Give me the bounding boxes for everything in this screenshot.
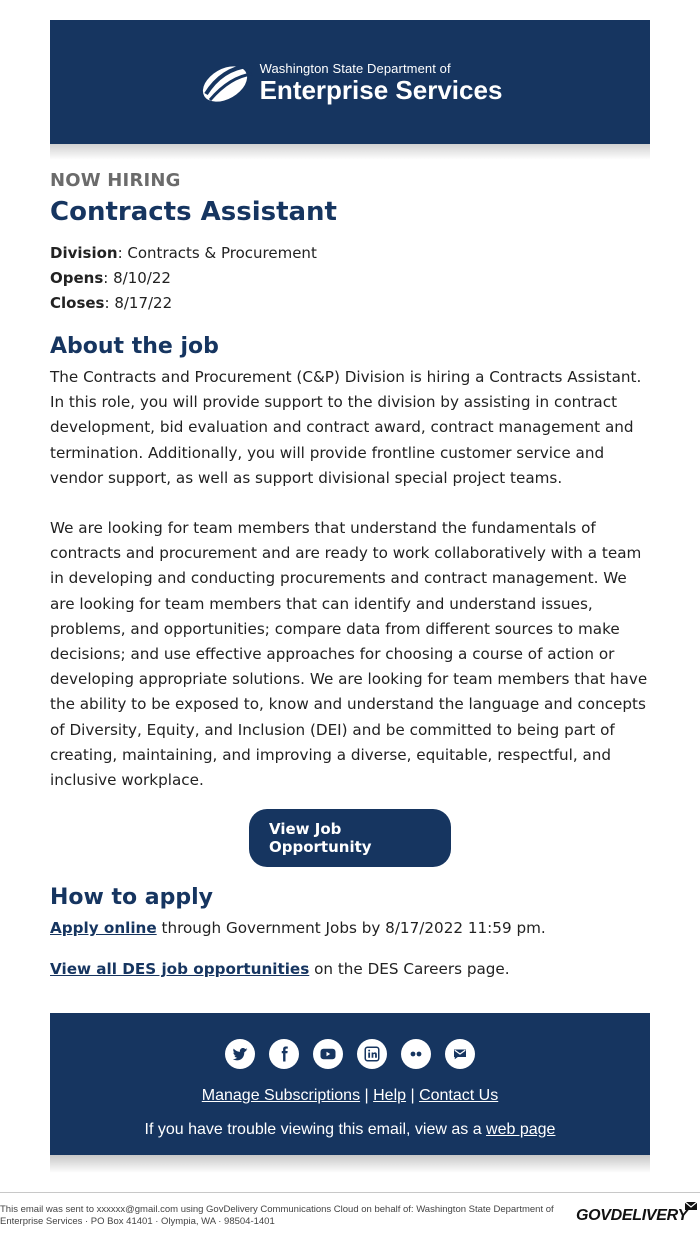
des-logo[interactable] (198, 58, 503, 106)
delivery-notice: This email was sent to xxxxxx@gmail.com using GovDelivery Communications Cloud on behalf of: Washington State Department of Enterprise Services · PO Box 41401 · Olympia, WA · 98504-1401 (0, 1204, 554, 1227)
now-hiring-label: NOW HIRING (50, 170, 181, 191)
apply-online-line (50, 916, 650, 941)
meta-opens (50, 266, 650, 291)
logo-text (260, 62, 503, 103)
apply-online-text: through Government Jobs by 8/17/2022 11:59 pm. (156, 919, 546, 938)
footer-note-text: If you have trouble viewing this email, view as a (144, 1121, 487, 1138)
job-title: Contracts Assistant (50, 197, 337, 227)
logo-line1: Washington State Department of (259, 60, 451, 76)
youtube-icon[interactable] (313, 1039, 343, 1069)
footer-sep-1: | (360, 1087, 374, 1104)
help-link[interactable]: Help (373, 1087, 407, 1104)
meta-division (50, 241, 650, 266)
about-heading: About the job (50, 334, 219, 359)
about-paragraph-1: The Contracts and Procurement (C&P) Division is hiring a Contracts Assistant. In this role, you will provide support to the division by assisting in contract development, bid evaluation and contract award, contract management and termination. Additionally, you will provide frontline customer service and vendor support, as well as support divisional special project teams. (50, 368, 642, 487)
web-page-link[interactable]: web page (486, 1121, 556, 1138)
footer (50, 1013, 650, 1155)
facebook-icon[interactable] (269, 1039, 299, 1069)
linkedin-icon[interactable] (357, 1039, 387, 1069)
manage-subscriptions-link[interactable]: Manage Subscriptions (201, 1087, 361, 1104)
meta-opens-label: Opens (50, 269, 104, 287)
meta-division-value: : Contracts & Procurement (117, 244, 317, 262)
social-links (50, 1039, 650, 1069)
meta-closes-value: : 8/17/22 (104, 294, 173, 312)
contact-us-link[interactable]: Contact Us (419, 1087, 499, 1104)
view-job-opportunity-button[interactable]: View Job Opportunity (249, 809, 451, 867)
cta-wrap (50, 809, 650, 867)
meta-closes-label: Closes (50, 294, 105, 312)
footer-note (50, 1121, 650, 1139)
main-content (50, 170, 650, 998)
view-all-text: on the DES Careers page. (309, 960, 510, 979)
header-shadow (50, 144, 650, 160)
footer-sep-2: | (406, 1087, 420, 1104)
email-icon[interactable] (445, 1039, 475, 1069)
about-paragraph-2: We are looking for team members that understand the fundamentals of contracts and procurement and are ready to work collaboratively with a team in developing and conducting procurements and contract management. We are looking for team members that can identify and understand issues, problems, and opportunities; compare data from different sources to make decisions; and use effective approaches for choosing a course of action or developing appropriate solutions. We are looking for team members that have the ability to be exposed to, know and understand the language and concepts of Diversity, Equity, and Inclusion (DEI) and be committed to being part of creating, maintaining, and improving a diverse, equitable, respectful, and inclusive workplace. (50, 519, 648, 790)
logo-line2: Enterprise Services (259, 74, 503, 105)
view-all-line (50, 957, 650, 982)
meta-opens-value: : 8/10/22 (103, 269, 171, 287)
meta-closes (50, 291, 650, 316)
govdelivery-logo[interactable]: GOVDELIVERY (576, 1207, 688, 1224)
footer-links (50, 1087, 650, 1105)
flickr-icon[interactable] (401, 1039, 431, 1069)
twitter-icon[interactable] (225, 1039, 255, 1069)
bottom-divider (0, 1192, 700, 1193)
footer-shadow (50, 1155, 650, 1173)
how-to-apply-heading: How to apply (50, 885, 214, 911)
header-banner (50, 20, 650, 144)
apply-online-link[interactable]: Apply online (50, 919, 157, 938)
meta-division-label: Division (50, 244, 118, 262)
des-swoosh-icon (198, 58, 254, 106)
view-all-opportunities-link[interactable]: View all DES job opportunities (50, 960, 310, 979)
job-meta (50, 241, 650, 316)
